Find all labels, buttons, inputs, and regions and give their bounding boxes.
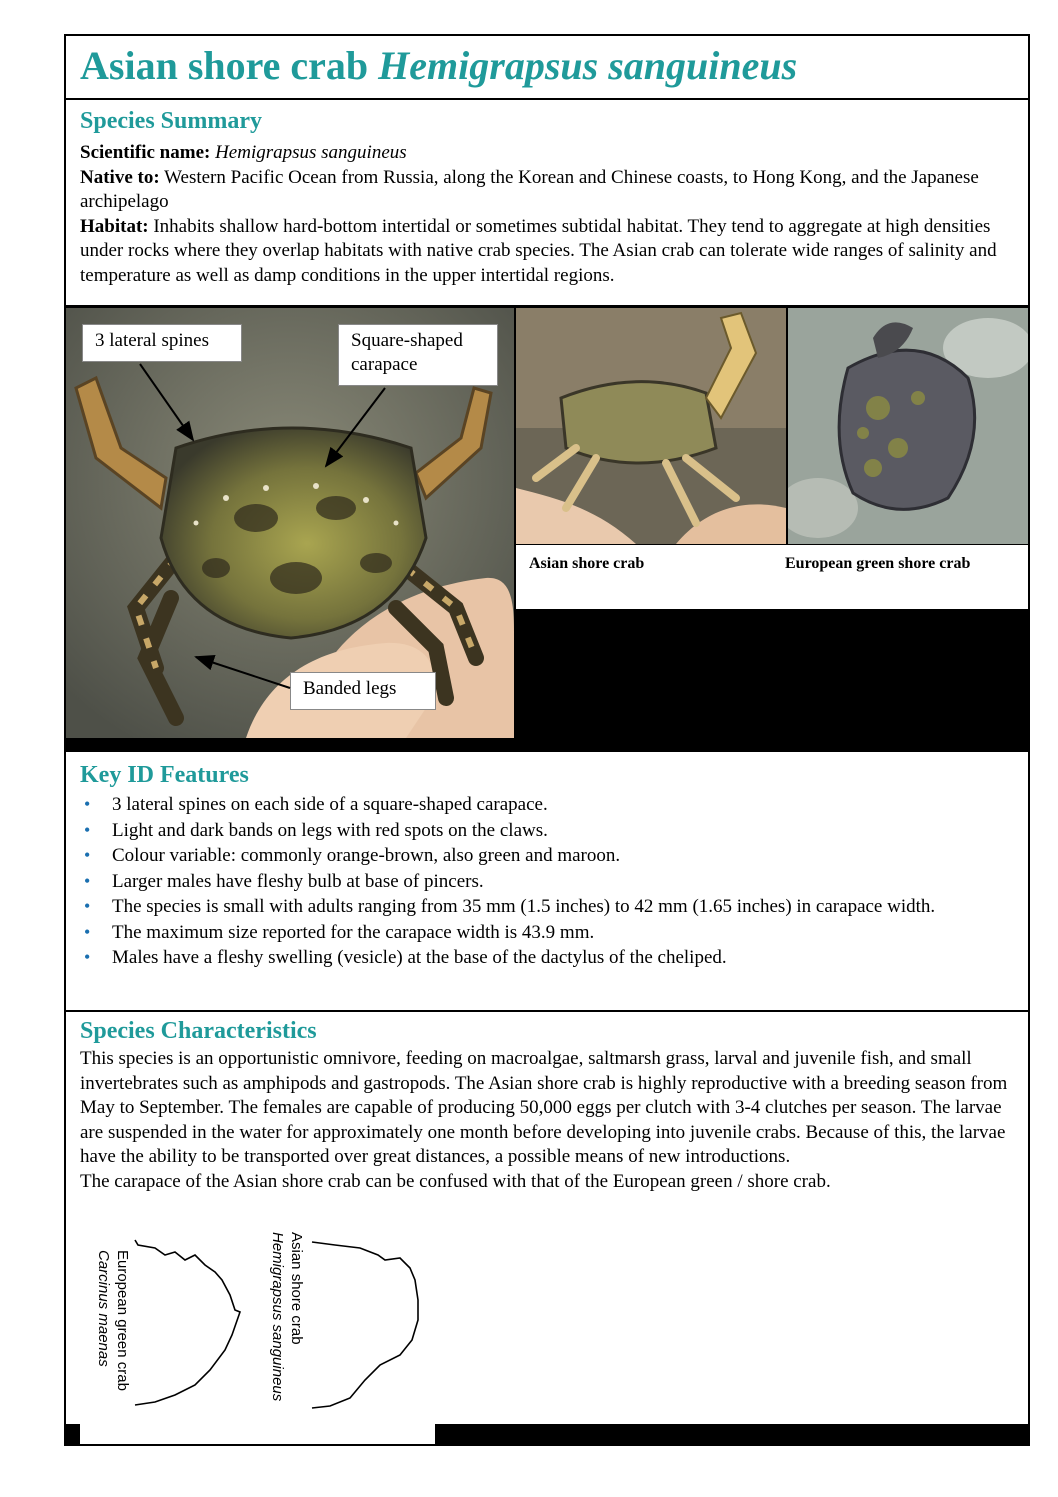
characteristics-paragraph: This species is an opportunistic omnivore, feeding on macroalgae, saltmarsh grass, larval and juvenile fish, and small invertebrates such as amphipods and gastropods. The Asian shore crab is highly reproductive with a breeding season from May to September. The females are capable of producing 50,000 eggs per clutch with 3-4 clutches per season. The larvae are suspended in the water for approximately one month before developing into juvenile crabs. Because of this, the larvae have the ability to be transported over great distances, a possible means of new introductions. — [80, 1048, 1008, 1167]
list-item: • Light and dark bands on legs with red spots on the claws. — [80, 818, 1010, 844]
footer-bar-right — [435, 1424, 1030, 1446]
european-carapace-outline — [135, 1240, 240, 1405]
characteristics-heading: Species Characteristics — [80, 1018, 317, 1044]
title-common-name: Asian shore crab — [80, 43, 369, 88]
summary-heading: Species Summary — [80, 108, 262, 134]
scientific-label: Scientific name: — [80, 142, 211, 163]
european-diagram-label — [94, 1250, 132, 1391]
callout-spines: 3 lateral spines — [82, 324, 242, 362]
carapace-outline-diagram — [80, 1220, 440, 1420]
caption-european: European green shore crab — [785, 555, 971, 572]
list-item: • Larger males have fleshy bulb at base of pincers. — [80, 869, 1010, 895]
scientific-value: Hemigrapsus sanguineus — [215, 142, 407, 163]
list-item: • The species is small with adults ranging from 35 mm (1.5 inches) to 42 mm (1.65 inches) in carapace width. — [80, 894, 1010, 920]
list-item: • 3 lateral spines on each side of a square-shaped carapace. — [80, 792, 1010, 818]
asian-common-label: Asian shore crab — [288, 1232, 305, 1345]
title-scientific-name: Hemigrapsus sanguineus — [378, 43, 798, 88]
list-item: • The maximum size reported for the carapace width is 43.9 mm. — [80, 920, 1010, 946]
european-common-label: European green crab — [114, 1250, 131, 1391]
key-id-heading: Key ID Features — [80, 762, 249, 788]
callout-carapace: Square-shaped carapace — [338, 324, 498, 386]
asian-diagram-label — [268, 1232, 306, 1401]
native-value: Western Pacific Ocean from Russia, along the Korean and Chinese coasts, to Hong Kong, and the Japanese archipelago — [80, 166, 979, 212]
footer-bar-left — [64, 1424, 80, 1446]
native-label: Native to: — [80, 166, 160, 188]
habitat-value: Inhabits shallow hard-bottom intertidal or sometimes subtidal habitat. They tend to aggregate at high densities under rocks where they overlap habitats with native crab species. The Asian crab can tolerate wide ranges of salinity and temperature as well as damp conditions in the upper intertidal regions. — [80, 215, 997, 286]
caption-asian: Asian shore crab — [529, 555, 645, 572]
callout-legs: Banded legs — [290, 672, 436, 710]
asian-scientific-label: Hemigrapsus sanguineus — [269, 1232, 286, 1402]
habitat-label: Habitat: — [80, 215, 149, 237]
list-item: • Colour variable: commonly orange-brown, also green and maroon. — [80, 843, 1010, 869]
characteristics-text — [80, 1047, 1025, 1194]
european-scientific-label: Carcinus maenas — [95, 1250, 112, 1367]
asian-carapace-outline — [312, 1242, 418, 1408]
confusion-paragraph: The carapace of the Asian shore crab can be confused with that of the European green / shore crab. — [80, 1170, 831, 1192]
key-id-list — [80, 792, 1010, 971]
list-item: • Males have a fleshy swelling (vesicle) at the base of the dactylus of the cheliped. — [80, 945, 1010, 971]
